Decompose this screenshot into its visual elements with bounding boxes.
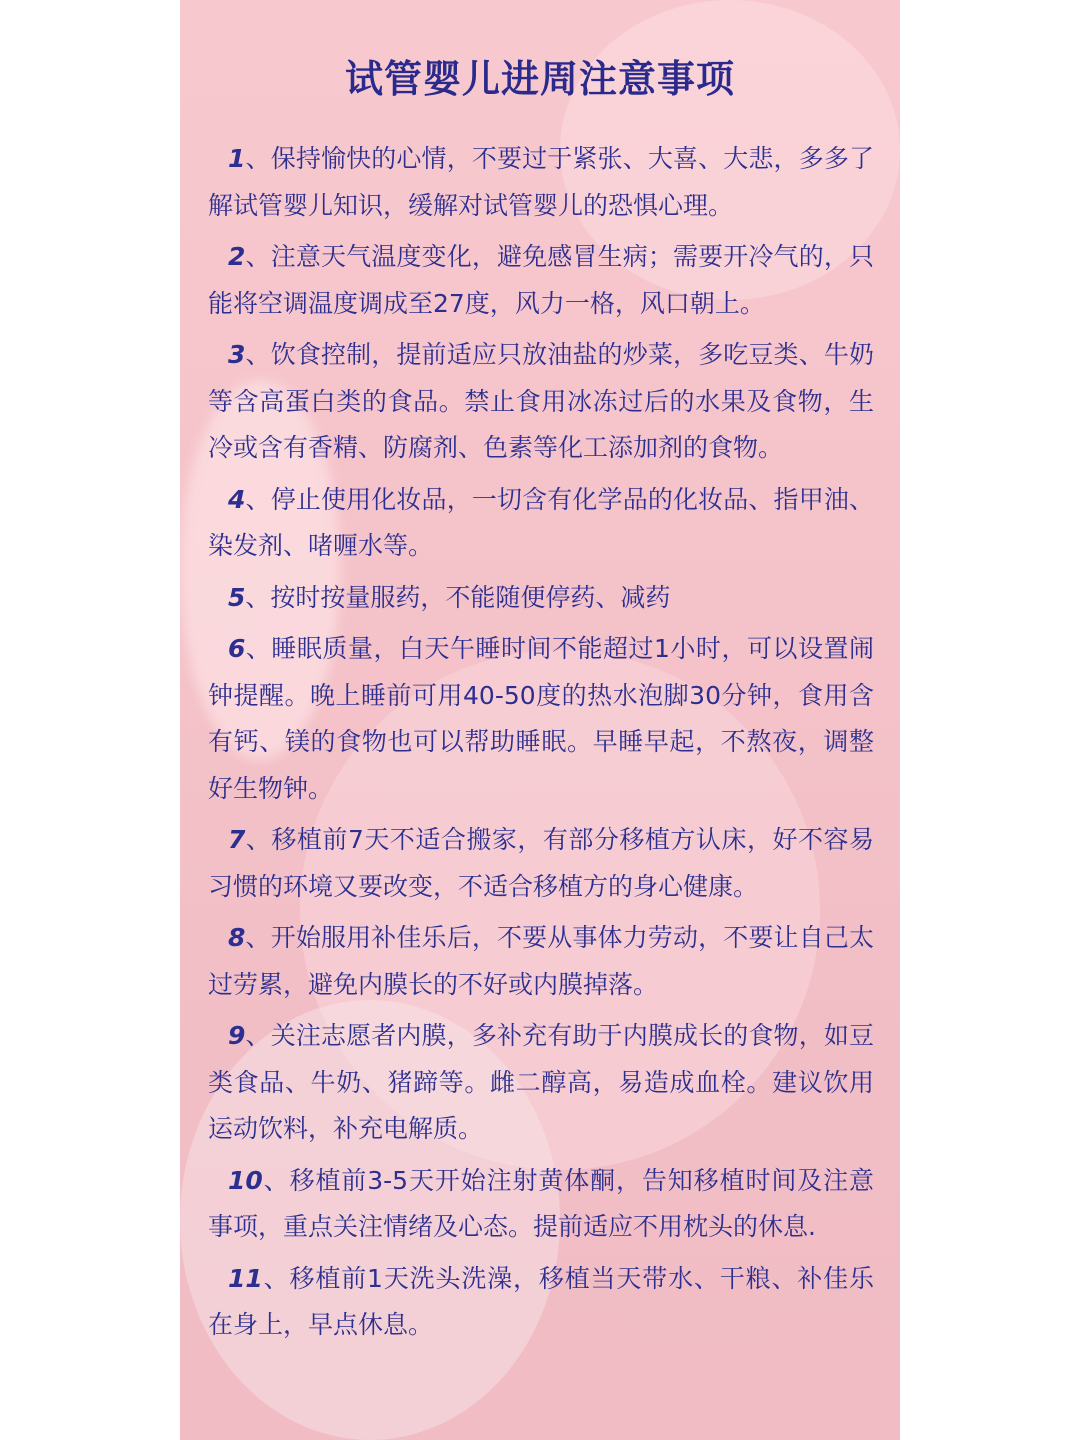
list-item <box>208 1256 874 1349</box>
item-number: 7 <box>228 825 246 854</box>
item-text: 按时按量服药，不能随便停药、减药 <box>270 582 671 612</box>
item-separator: 、 <box>245 484 271 514</box>
item-separator: 、 <box>245 144 271 173</box>
item-number: 10 <box>228 1165 263 1195</box>
item-text: 关注志愿者内膜，多补充有助于内膜成长的食物，如豆类食品、牛奶、猪蹄等。雌二醇高，易造成血栓。建议饮用运动饮料，补充电解质。 <box>208 1021 874 1143</box>
item-number: 11 <box>228 1263 263 1293</box>
list-item <box>208 915 874 1008</box>
item-text: 移植前3-5天开始注射黄体酮，告知移植时间及注意事项，重点关注情绪及心态。提前适应不用枕头的休息. <box>208 1165 874 1241</box>
item-text: 保持愉快的心情，不要过于紧张、大喜、大悲，多多了解试管婴儿知识，缓解对试管婴儿的恐惧心理。 <box>208 144 874 220</box>
list-item <box>208 575 874 622</box>
list-item <box>208 234 874 327</box>
list-item <box>208 332 874 472</box>
notice-list <box>208 136 874 1354</box>
list-item <box>208 1013 874 1153</box>
item-number: 1 <box>228 144 246 173</box>
list-item <box>208 626 874 812</box>
item-number: 2 <box>228 242 246 271</box>
list-item <box>208 136 874 229</box>
list-item <box>208 477 874 570</box>
item-separator: 、 <box>245 634 272 663</box>
content-panel <box>180 0 900 1440</box>
item-text: 注意天气温度变化，避免感冒生病；需要开冷气的，只能将空调温度调成至27度，风力一格，风口朝上。 <box>208 242 874 318</box>
item-text: 睡眠质量，白天午睡时间不能超过1小时，可以设置闹钟提醒。晚上睡前可用40-50度的热水泡脚30分钟，食用含有钙、镁的食物也可以帮助睡眠。早睡早起，不熬夜，调整好生物钟。 <box>208 634 874 803</box>
item-number: 6 <box>228 634 246 663</box>
item-number: 3 <box>228 340 246 369</box>
item-number: 8 <box>228 923 246 952</box>
item-separator: 、 <box>262 1165 290 1195</box>
item-separator: 、 <box>245 923 271 952</box>
item-text: 开始服用补佳乐后，不要从事体力劳动，不要让自己太过劳累，避免内膜长的不好或内膜掉落。 <box>208 923 874 999</box>
list-item <box>208 817 874 910</box>
item-separator: 、 <box>245 242 271 271</box>
item-separator: 、 <box>245 1021 271 1050</box>
item-text: 移植前1天洗头洗澡，移植当天带水、干粮、补佳乐在身上，早点休息。 <box>208 1263 874 1339</box>
item-number: 5 <box>228 582 246 612</box>
item-text: 饮食控制，提前适应只放油盐的炒菜，多吃豆类、牛奶等含高蛋白类的食品。禁止食用冰冻过后的水果及食物，生冷或含有香精、防腐剂、色素等化工添加剂的食物。 <box>208 340 874 462</box>
item-separator: 、 <box>245 340 271 369</box>
item-separator: 、 <box>262 1263 290 1293</box>
item-number: 4 <box>228 484 246 514</box>
item-separator: 、 <box>245 582 271 612</box>
item-number: 9 <box>228 1021 246 1050</box>
item-text: 移植前7天不适合搬家，有部分移植方认床，好不容易习惯的环境又要改变，不适合移植方的身心健康。 <box>208 825 874 901</box>
list-item <box>208 1158 874 1251</box>
page-title: 试管婴儿进周注意事项 <box>344 57 735 101</box>
item-text: 停止使用化妆品，一切含有化学品的化妆品、指甲油、染发剂、啫喱水等。 <box>208 484 874 560</box>
item-separator: 、 <box>245 825 272 854</box>
